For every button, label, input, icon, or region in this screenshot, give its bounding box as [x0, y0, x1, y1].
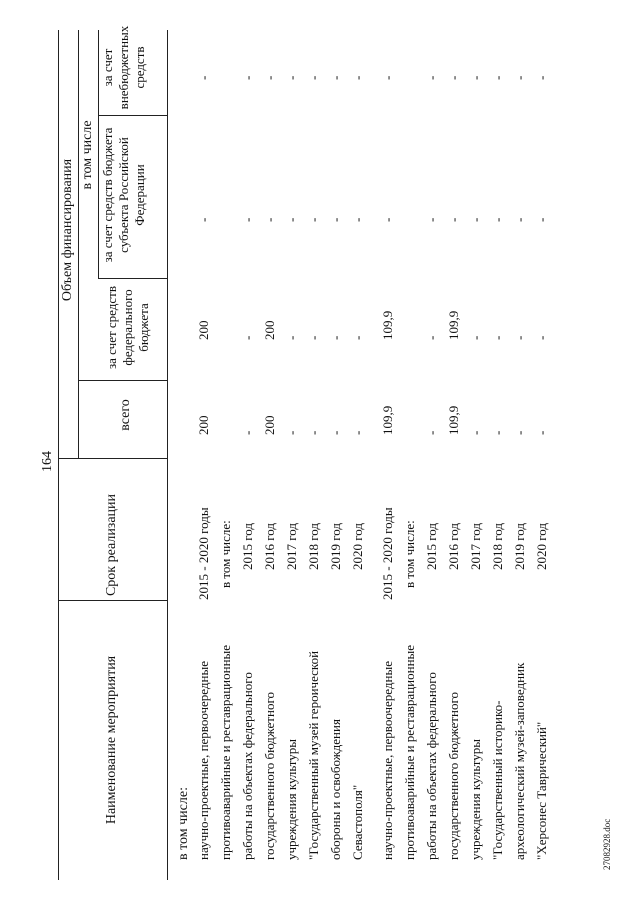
activity-name-line: учреждения культуры — [284, 738, 299, 860]
period-cell: 2017 год — [284, 523, 299, 570]
extra-cell: - — [350, 75, 365, 80]
period-cell: 2020 год — [534, 523, 549, 570]
including-subheader-border — [98, 30, 99, 278]
extra-cell: - — [306, 75, 321, 80]
period-cell: в том числе: — [218, 520, 233, 588]
period-cell: 2015 - 2020 годы — [196, 507, 211, 600]
federal-cell: 200 — [196, 320, 211, 340]
total-cell: 200 — [262, 415, 277, 435]
extra-cell: - — [196, 75, 211, 80]
period-cell: 2018 год — [490, 523, 505, 570]
total-cell: - — [468, 430, 483, 435]
extra-cell: - — [284, 75, 299, 80]
divider-total-federal — [78, 380, 168, 381]
regional-cell: - — [284, 217, 299, 222]
federal-cell: - — [490, 335, 505, 340]
period-cell: 2018 год — [306, 523, 321, 570]
total-cell: - — [512, 430, 527, 435]
total-cell: - — [424, 430, 439, 435]
federal-cell: 200 — [262, 320, 277, 340]
federal-cell: - — [534, 335, 549, 340]
federal-cell: - — [306, 335, 321, 340]
divider-regional-extra — [98, 115, 168, 116]
regional-cell: - — [328, 217, 343, 222]
total-cell: - — [350, 430, 365, 435]
extra-cell: - — [262, 75, 277, 80]
footer-doc-code: 27082928.doc — [602, 818, 612, 870]
extra-cell: - — [490, 75, 505, 80]
activity-name-line: археологический музей-заповедник — [512, 662, 527, 860]
header-period: Срок реализации — [104, 493, 119, 597]
period-cell: 2019 год — [328, 523, 343, 570]
total-cell: 109,9 — [380, 405, 395, 435]
total-cell: - — [306, 430, 321, 435]
federal-cell: 109,9 — [446, 310, 461, 340]
total-cell: 109,9 — [446, 405, 461, 435]
activity-name-line: учреждения культуры — [468, 738, 483, 860]
regional-cell: - — [424, 217, 439, 222]
header-federal: за счет средств федерального бюджета — [104, 286, 151, 369]
activity-name-line: научно-проектные, первоочередные — [380, 661, 395, 860]
federal-cell: 109,9 — [380, 310, 395, 340]
total-cell: - — [284, 430, 299, 435]
total-cell: 200 — [196, 415, 211, 435]
period-cell: 2017 год — [468, 523, 483, 570]
activity-name-line: обороны и освобождения — [328, 719, 343, 860]
period-cell: 2015 год — [424, 523, 439, 570]
header-bottom-border — [167, 30, 168, 880]
table-top-border — [58, 30, 59, 880]
extra-cell: - — [446, 75, 461, 80]
activity-name-line: научно-проектные, первоочередные — [196, 661, 211, 860]
regional-cell: - — [446, 217, 461, 222]
period-cell: 2015 - 2020 годы — [380, 507, 395, 600]
activity-name-line: "Государственный историко- — [490, 700, 505, 860]
period-cell: в том числе: — [402, 520, 417, 588]
period-cell: 2019 год — [512, 523, 527, 570]
activity-name-line: работы на объектах федерального — [424, 672, 439, 860]
header-including: в том числе — [80, 120, 95, 190]
regional-cell: - — [240, 217, 255, 222]
regional-cell: - — [262, 217, 277, 222]
extra-cell: - — [240, 75, 255, 80]
regional-cell: - — [512, 217, 527, 222]
regional-cell: - — [468, 217, 483, 222]
federal-cell: - — [350, 335, 365, 340]
federal-cell: - — [328, 335, 343, 340]
total-cell: - — [240, 430, 255, 435]
regional-cell: - — [534, 217, 549, 222]
header-name: Наименование мероприятия — [104, 655, 119, 825]
federal-cell: - — [424, 335, 439, 340]
total-cell: - — [490, 430, 505, 435]
total-cell: - — [328, 430, 343, 435]
regional-cell: - — [196, 217, 211, 222]
regional-cell: - — [490, 217, 505, 222]
page-number: 164 — [40, 451, 55, 472]
activity-name-line: противоаварийные и реставрационные — [402, 644, 417, 860]
extra-cell: - — [534, 75, 549, 80]
period-cell: 2016 год — [446, 523, 461, 570]
extra-cell: - — [424, 75, 439, 80]
intro-label: в том числе: — [176, 787, 191, 860]
header-regional: за счет средств бюджета субъекта Российской Федерации — [100, 127, 147, 263]
regional-cell: - — [306, 217, 321, 222]
activity-name-line: Севастополя" — [350, 784, 365, 860]
funding-subheader-border — [78, 30, 79, 458]
regional-cell: - — [350, 217, 365, 222]
extra-cell: - — [512, 75, 527, 80]
header-total: всего — [118, 399, 133, 431]
extra-cell: - — [328, 75, 343, 80]
federal-cell: - — [468, 335, 483, 340]
period-cell: 2015 год — [240, 523, 255, 570]
header-funding: Объем финансирования — [60, 158, 75, 302]
activity-name-line: "Государственный музей героической — [306, 650, 321, 860]
total-cell: - — [534, 430, 549, 435]
regional-cell: - — [380, 217, 395, 222]
activity-name-line: противоаварийные и реставрационные — [218, 644, 233, 860]
activity-name-line: государственного бюджетного — [446, 692, 461, 860]
activity-name-line: государственного бюджетного — [262, 692, 277, 860]
extra-cell: - — [468, 75, 483, 80]
activity-name-line: работы на объектах федерального — [240, 672, 255, 860]
extra-cell: - — [380, 75, 395, 80]
period-cell: 2020 год — [350, 523, 365, 570]
header-extra: за счет внебюджетных средств — [100, 25, 147, 110]
activity-name-line: "Херсонес Таврический" — [534, 721, 549, 860]
federal-cell: - — [284, 335, 299, 340]
federal-cell: - — [512, 335, 527, 340]
divider-federal-regional — [98, 278, 168, 279]
federal-cell: - — [240, 335, 255, 340]
divider-period-funding — [58, 458, 168, 459]
period-cell: 2016 год — [262, 523, 277, 570]
